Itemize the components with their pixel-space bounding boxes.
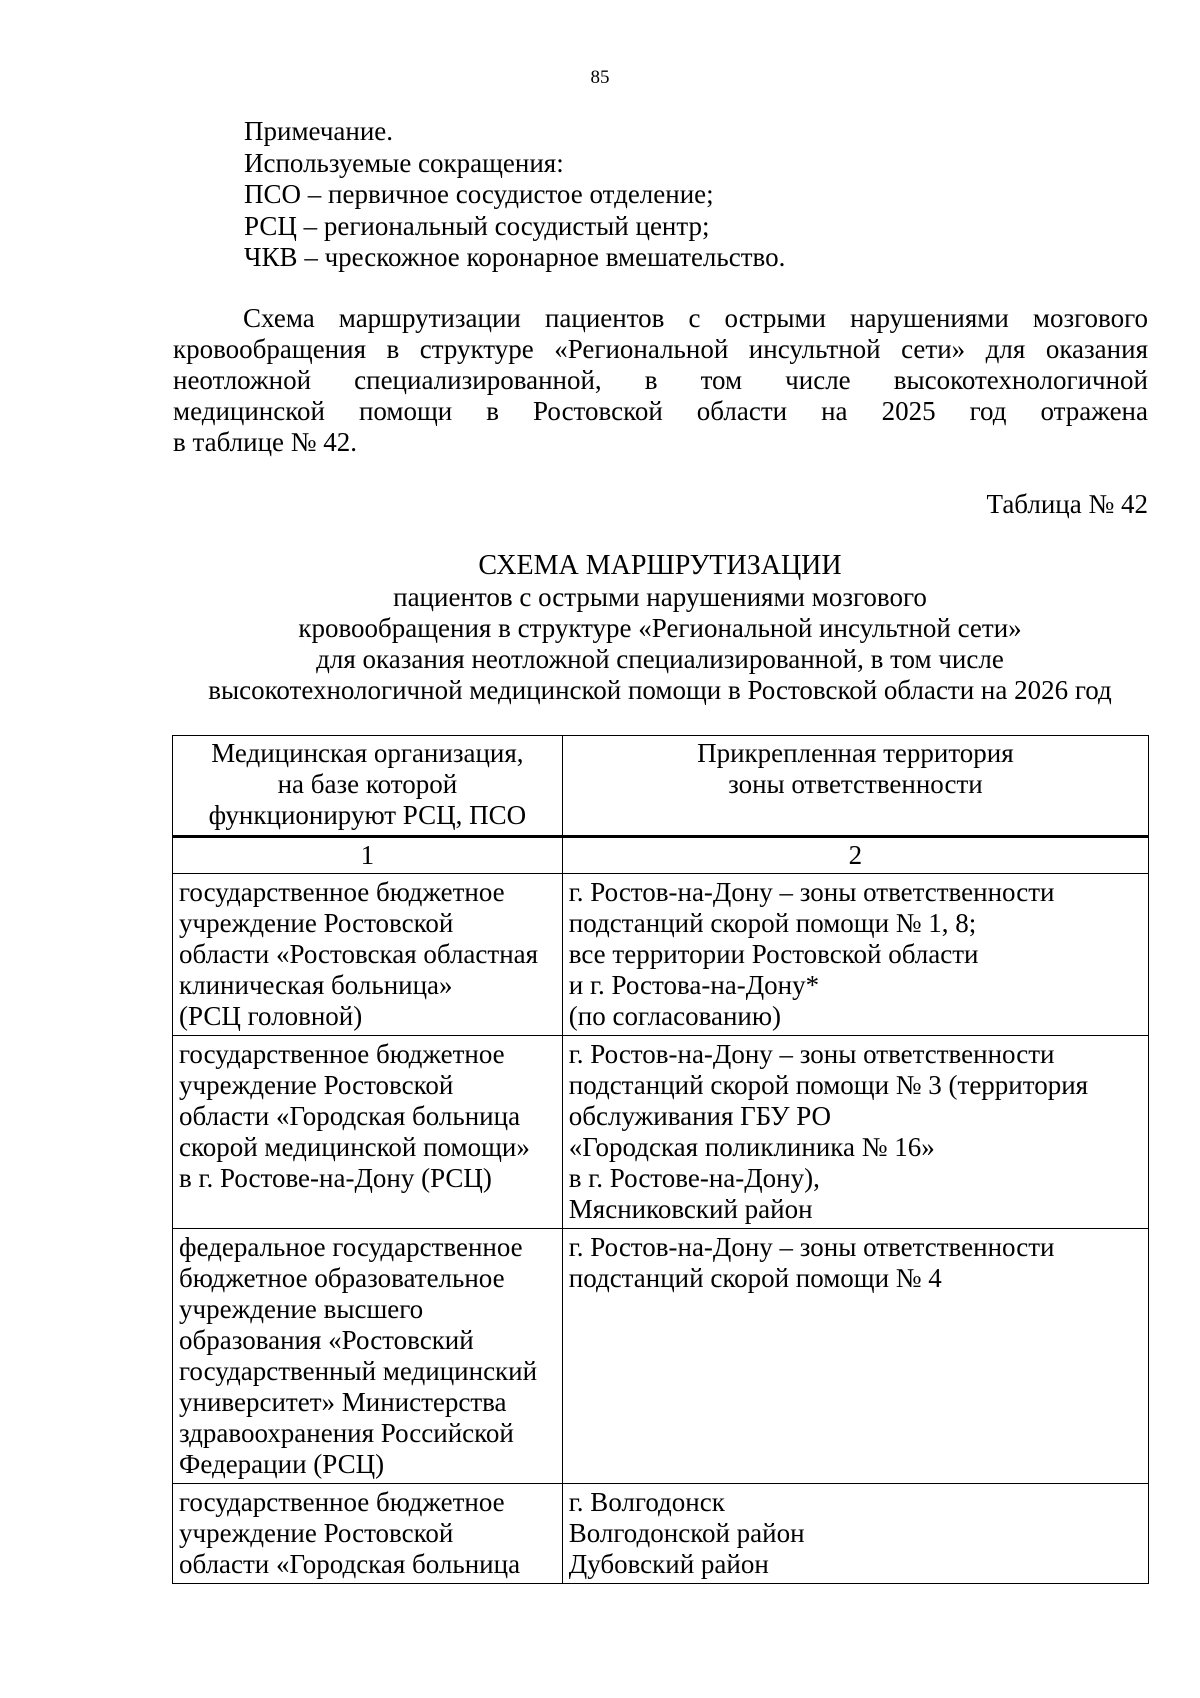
page-number: 85 bbox=[590, 67, 610, 88]
territory-cell bbox=[562, 1229, 1148, 1484]
table-header-row bbox=[173, 736, 1149, 837]
cell-line: Дубовский район bbox=[568, 1549, 769, 1579]
cell-line: образования «Ростовский bbox=[179, 1325, 474, 1355]
table-title-main: СХЕМА МАРШРУТИЗАЦИИ bbox=[478, 550, 842, 581]
table-title bbox=[170, 549, 1150, 706]
organization-cell bbox=[173, 874, 563, 1036]
cell-line: федеральное государственное bbox=[179, 1232, 523, 1262]
cell-line: государственное бюджетное bbox=[179, 1487, 505, 1517]
cell-line: учреждение Ростовской bbox=[179, 1070, 454, 1100]
table-row bbox=[173, 1484, 1149, 1584]
cell-line: (РСЦ головной) bbox=[179, 1001, 363, 1031]
cell-line: Мясниковский район bbox=[568, 1194, 813, 1224]
header-organization bbox=[173, 736, 563, 837]
intro-line: неотложной специализированной, в том числе высокотехнологичной bbox=[173, 365, 1148, 395]
cell-line: области «Ростовская областная bbox=[179, 939, 539, 969]
organization-cell bbox=[173, 1484, 563, 1584]
table-number: Таблица № 42 bbox=[986, 489, 1148, 519]
column-number-row bbox=[173, 837, 1149, 874]
header-line: функционируют РСЦ, ПСО bbox=[208, 800, 527, 830]
cell-line: учреждение Ростовской bbox=[179, 1518, 454, 1548]
intro-paragraph bbox=[173, 303, 1148, 458]
cell-line: подстанций скорой помощи № 4 bbox=[568, 1263, 942, 1293]
territory-cell bbox=[562, 874, 1148, 1036]
cell-line: учреждение Ростовской bbox=[179, 908, 454, 938]
cell-line: здравоохранения Российской bbox=[179, 1418, 514, 1448]
cell-line: Волгодонской район bbox=[568, 1518, 805, 1548]
cell-line: г. Волгодонск bbox=[568, 1487, 725, 1517]
cell-line: г. Ростов-на-Дону – зоны ответственности bbox=[568, 1039, 1055, 1069]
abbreviation-note bbox=[244, 116, 785, 274]
abbreviation-item: ЧКВ – чрескожное коронарное вмешательство. bbox=[244, 242, 786, 272]
cell-line: в г. Ростове-на-Дону), bbox=[568, 1163, 820, 1193]
intro-line: в таблице № 42. bbox=[173, 427, 358, 457]
territory-cell bbox=[562, 1484, 1148, 1584]
table-title-line: пациентов с острыми нарушениями мозгового bbox=[393, 582, 927, 612]
cell-line: скорой медицинской помощи» bbox=[179, 1132, 530, 1162]
cell-line: Федерации (РСЦ) bbox=[179, 1449, 385, 1479]
column-number: 2 bbox=[562, 837, 1148, 874]
table-title-line: высокотехнологичной медицинской помощи в Ростовской области на 2026 год bbox=[208, 675, 1112, 705]
territory-cell bbox=[562, 1036, 1148, 1229]
cell-line: государственный медицинский bbox=[179, 1356, 538, 1386]
intro-line: кровообращения в структуре «Региональной инсультной сети» для оказания bbox=[173, 334, 1148, 364]
routing-table bbox=[172, 735, 1149, 1584]
cell-line: в г. Ростове-на-Дону (РСЦ) bbox=[179, 1163, 492, 1193]
abbreviation-item: РСЦ – региональный сосудистый центр; bbox=[244, 210, 710, 241]
cell-line: подстанций скорой помощи № 3 (территория bbox=[568, 1070, 1089, 1100]
intro-line: медицинской помощи в Ростовской области на 2025 год отражена bbox=[173, 396, 1148, 426]
table-row bbox=[173, 1036, 1149, 1229]
header-territory bbox=[562, 736, 1148, 837]
cell-line: г. Ростов-на-Дону – зоны ответственности bbox=[568, 1232, 1055, 1262]
header-line: Медицинская организация, bbox=[211, 738, 524, 768]
cell-line: все территории Ростовской области bbox=[568, 939, 979, 969]
note-subtitle: Используемые сокращения: bbox=[244, 147, 564, 178]
cell-line: учреждение высшего bbox=[179, 1294, 424, 1324]
abbreviation-item: ПСО – первичное сосудистое отделение; bbox=[244, 179, 714, 209]
header-line: на базе которой bbox=[277, 769, 458, 799]
cell-line: области «Городская больница bbox=[179, 1549, 521, 1579]
organization-cell bbox=[173, 1036, 563, 1229]
cell-line: клиническая больница» bbox=[179, 970, 453, 1000]
organization-cell bbox=[173, 1229, 563, 1484]
cell-line: обслуживания ГБУ РО bbox=[568, 1101, 832, 1131]
header-line: зоны ответственности bbox=[728, 769, 983, 799]
intro-line: Схема маршрутизации пациентов с острыми нарушениями мозгового bbox=[243, 303, 1148, 333]
column-number: 1 bbox=[173, 837, 563, 874]
cell-line: университет» Министерства bbox=[179, 1387, 507, 1417]
cell-line: «Городская поликлиника № 16» bbox=[568, 1132, 935, 1162]
header-line: Прикрепленная территория bbox=[697, 738, 1014, 768]
cell-line: области «Городская больница bbox=[179, 1101, 521, 1131]
cell-line: подстанций скорой помощи № 1, 8; bbox=[568, 908, 977, 938]
cell-line: государственное бюджетное bbox=[179, 877, 505, 907]
cell-line: государственное бюджетное bbox=[179, 1039, 505, 1069]
cell-line: (по согласованию) bbox=[568, 1001, 782, 1031]
table-title-line: кровообращения в структуре «Региональной инсультной сети» bbox=[298, 613, 1022, 643]
table-row bbox=[173, 1229, 1149, 1484]
cell-line: и г. Ростова-на-Дону* bbox=[568, 970, 820, 1000]
note-title: Примечание. bbox=[244, 116, 394, 146]
table-title-line: для оказания неотложной специализированной, в том числе bbox=[316, 644, 1004, 674]
table-row bbox=[173, 874, 1149, 1036]
cell-line: бюджетное образовательное bbox=[179, 1263, 505, 1293]
cell-line: г. Ростов-на-Дону – зоны ответственности bbox=[568, 877, 1055, 907]
